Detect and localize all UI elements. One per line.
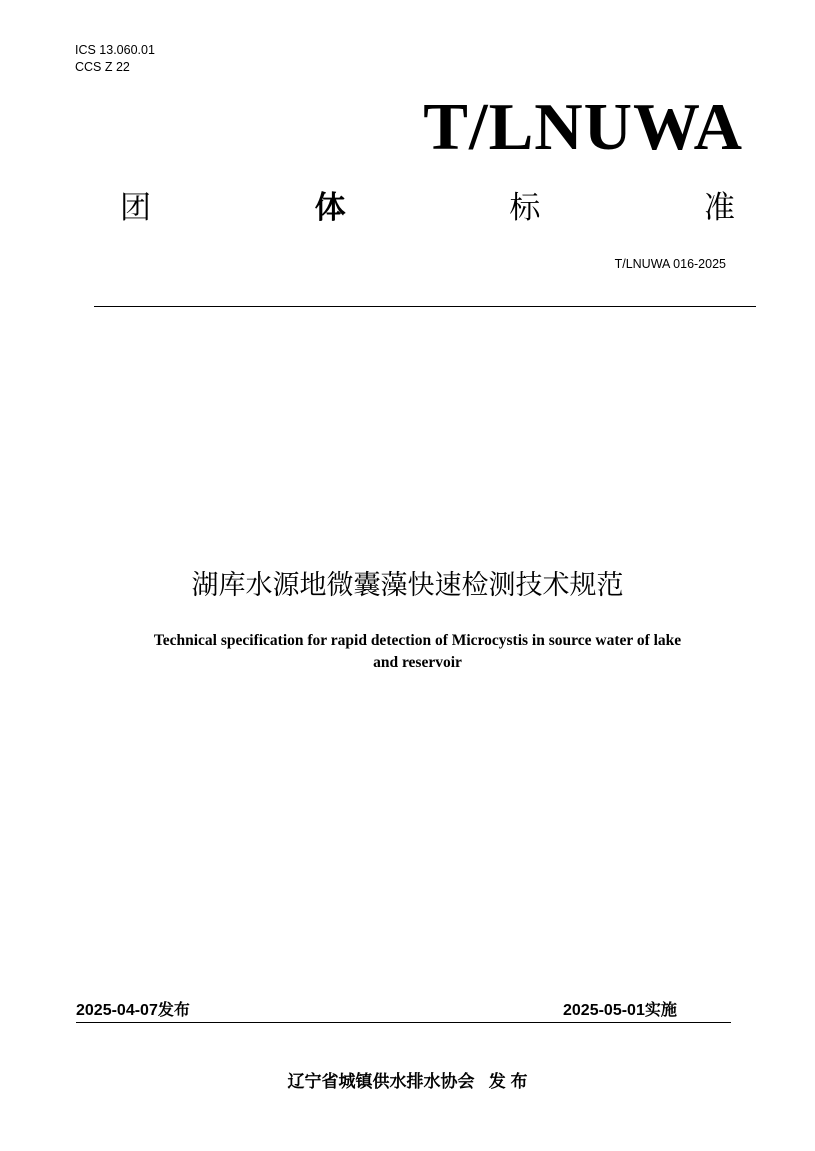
ccs-code: CCS Z 22	[75, 60, 130, 74]
standard-logo: T/LNUWA	[423, 90, 743, 164]
standard-type-char: 体	[314, 190, 346, 225]
english-title-line-2: and reservoir	[373, 654, 462, 671]
standard-type-char: 团	[120, 190, 151, 225]
footer-divider	[76, 1022, 731, 1023]
classification-codes	[75, 42, 155, 76]
header-divider	[94, 306, 756, 307]
standard-type-char: 标	[509, 190, 541, 225]
publish-date: 2025-04-07发布	[76, 1002, 190, 1019]
standard-number: T/LNUWA 016-2025	[614, 257, 726, 271]
document-title-chinese: 湖库水源地微囊藻快速检测技术规范	[191, 570, 624, 600]
publisher: 辽宁省城镇供水排水协会 发 布	[287, 1072, 528, 1091]
ics-code: ICS 13.060.01	[75, 43, 155, 57]
implementation-date: 2025-05-01实施	[563, 1002, 677, 1019]
english-title-line-1: Technical specification for rapid detection of Microcystis in source water of lake	[153, 632, 682, 649]
standard-type-char: 准	[703, 190, 735, 225]
document-title-english	[90, 630, 745, 674]
standard-type-heading	[120, 188, 735, 228]
